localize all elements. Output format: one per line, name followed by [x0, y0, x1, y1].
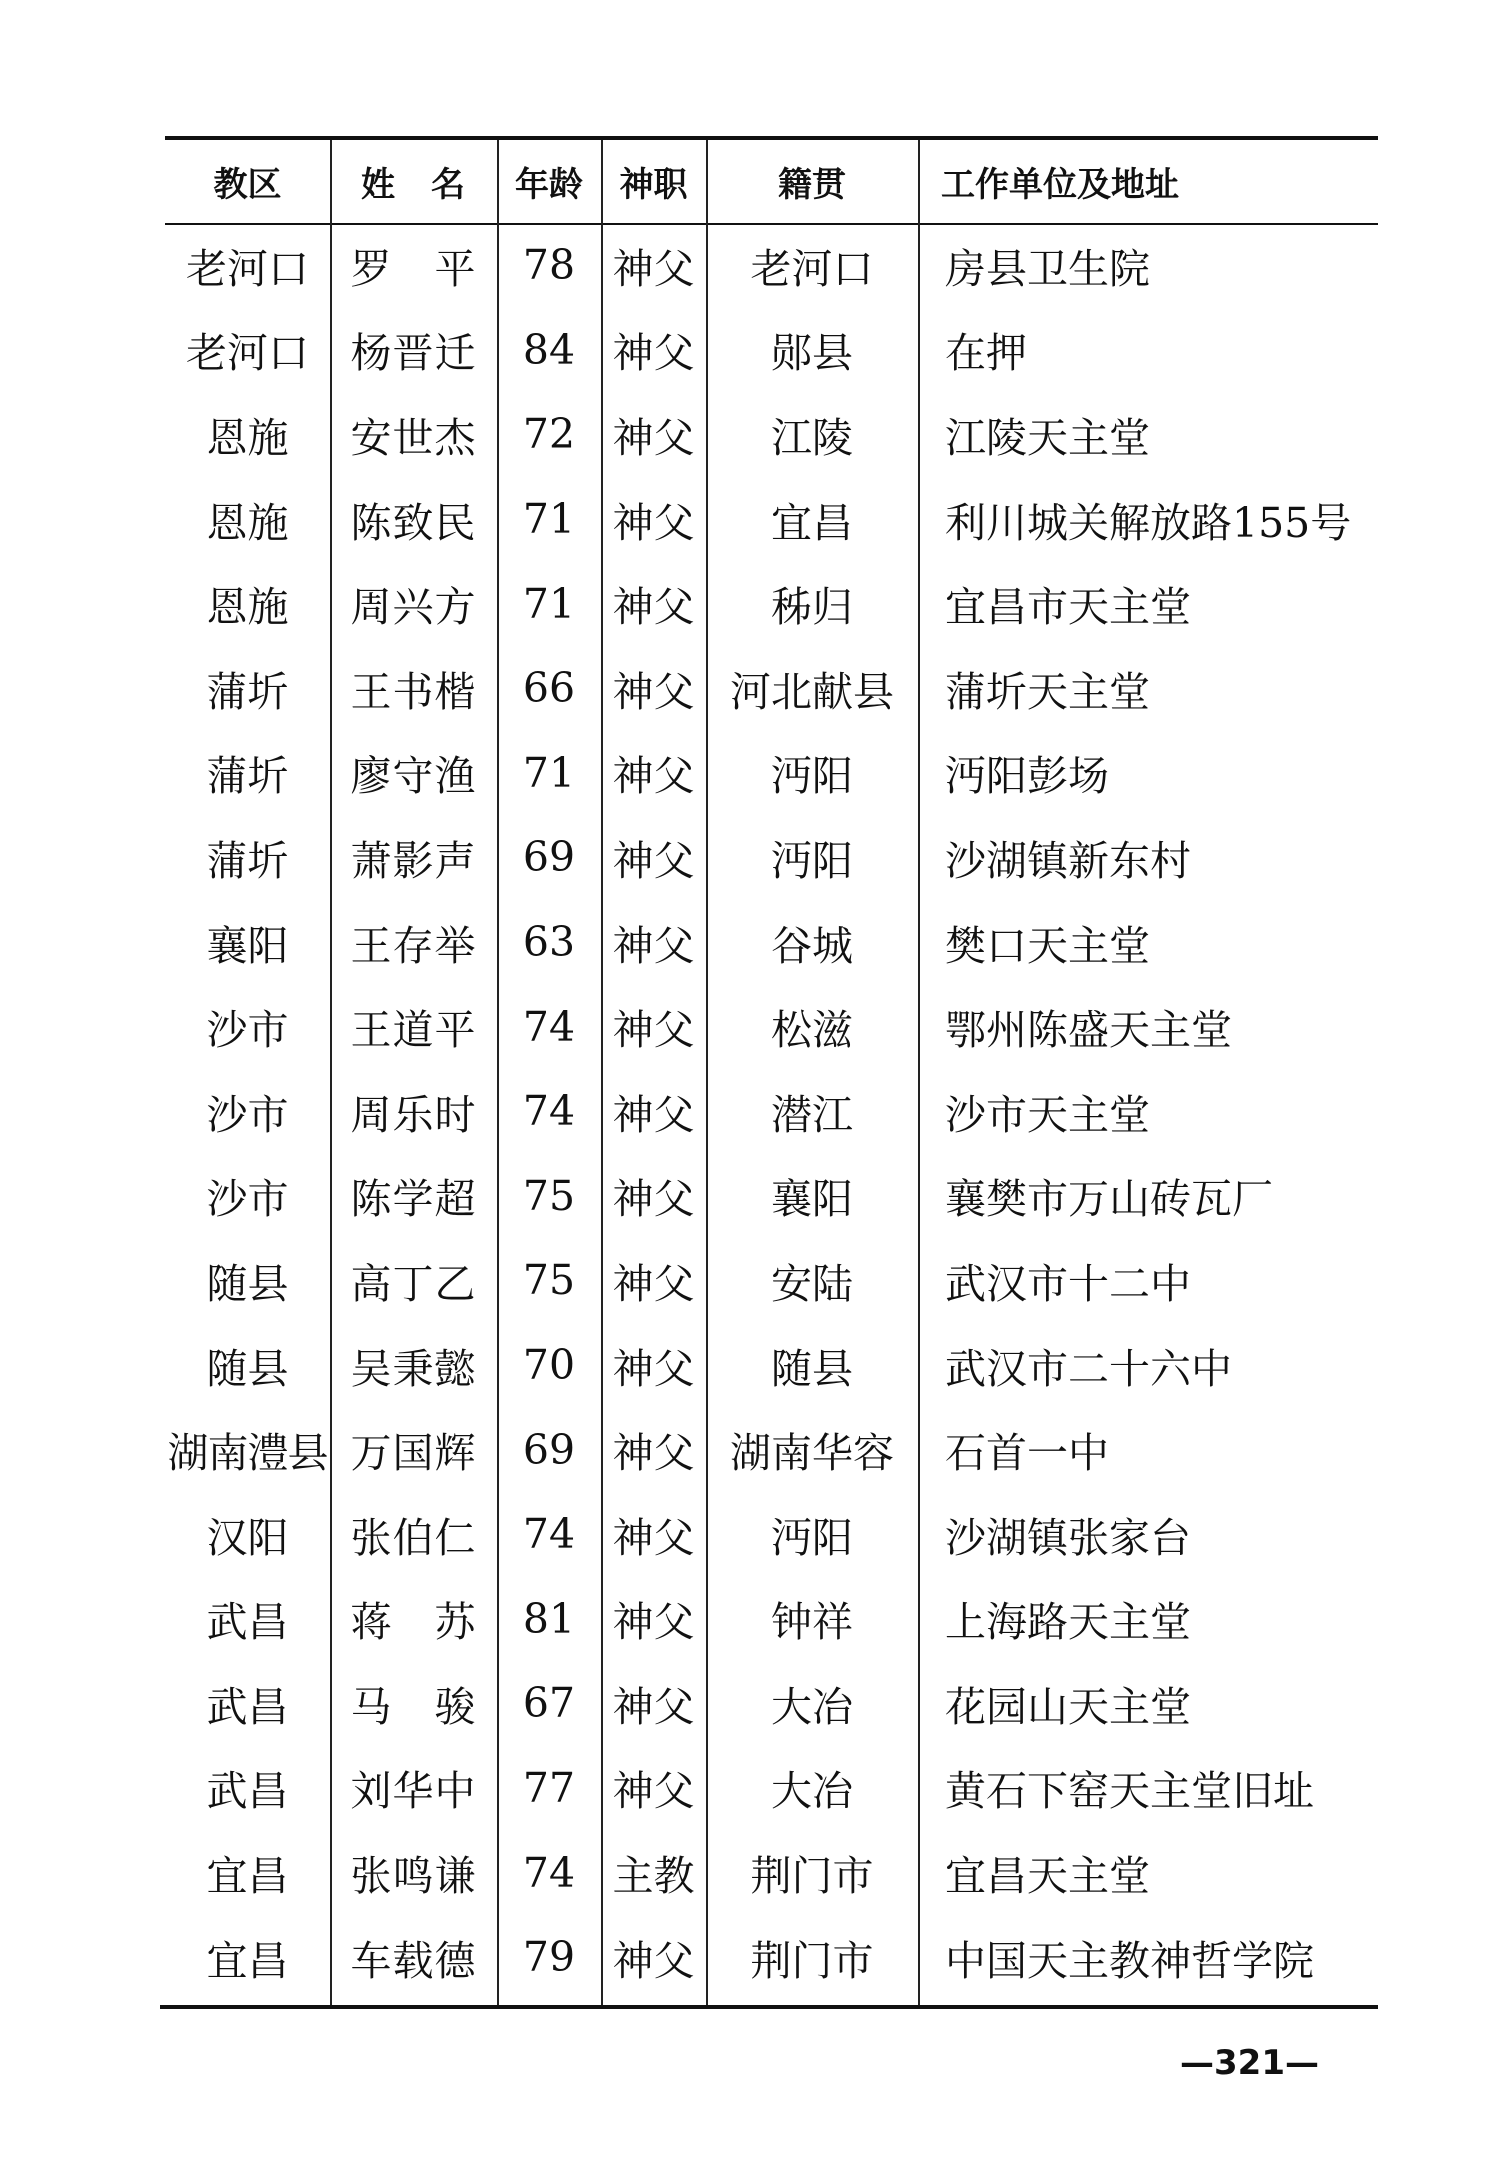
cell-workplace: 上海路天主堂: [945, 1598, 1191, 1647]
cell-name: 陈学超: [350, 1175, 477, 1224]
cell-hometown: 湖南华容: [730, 1429, 894, 1478]
cell-age: 67: [522, 1679, 576, 1728]
cell-role: 神父: [612, 836, 695, 885]
cell-hometown: 安陆: [771, 1259, 853, 1308]
cell-hometown: 沔阳: [771, 752, 853, 801]
cell-role: 神父: [612, 1936, 695, 1985]
cell-age: 84: [522, 325, 576, 374]
cell-diocese: 宜昌: [206, 1936, 289, 1985]
table-bottom-rule: [160, 2005, 1378, 2009]
cell-diocese: 老河口: [186, 244, 309, 293]
cell-diocese: 沙市: [206, 1175, 289, 1224]
clergy-table: [165, 140, 1401, 1999]
cell-diocese: 武昌: [206, 1682, 289, 1731]
cell-role: 神父: [612, 752, 695, 801]
cell-role: 神父: [612, 1344, 695, 1393]
cell-workplace: 沙湖镇新东村: [945, 836, 1191, 885]
table-row: [165, 223, 1401, 308]
table-row: [165, 1238, 1401, 1323]
cell-hometown: 沔阳: [771, 836, 853, 885]
cell-role: 神父: [612, 1682, 695, 1731]
cell-name: 周兴方: [350, 583, 477, 632]
header-diocese: 教区: [213, 165, 282, 205]
table-header-row: [165, 140, 1401, 223]
cell-name: 罗 平: [350, 244, 477, 293]
cell-age: 63: [522, 918, 576, 967]
cell-diocese: 武昌: [206, 1767, 289, 1816]
cell-age: 77: [522, 1763, 576, 1812]
cell-age: 71: [522, 495, 576, 544]
table-row: [165, 646, 1401, 731]
cell-hometown: 江陵: [771, 413, 853, 462]
cell-hometown: 随县: [771, 1344, 853, 1393]
table-row: [165, 477, 1401, 562]
cell-diocese: 蒲圻: [206, 836, 289, 885]
cell-hometown: 秭归: [771, 583, 853, 632]
header-workplace: 工作单位及地址: [941, 165, 1179, 205]
cell-role: 神父: [612, 667, 695, 716]
cell-workplace: 利川城关解放路155号: [945, 498, 1352, 547]
table-row: [165, 1492, 1401, 1577]
table-row: [165, 984, 1401, 1069]
cell-workplace: 蒲圻天主堂: [945, 667, 1150, 716]
cell-hometown: 松滋: [771, 1006, 853, 1055]
cell-age: 81: [522, 1594, 576, 1643]
cell-role: 神父: [612, 1259, 695, 1308]
cell-name: 杨晋迁: [350, 329, 477, 378]
cell-workplace: 沔阳彭场: [945, 752, 1109, 801]
cell-age: 72: [522, 410, 576, 459]
table-row: [165, 1661, 1401, 1746]
cell-name: 王道平: [350, 1006, 477, 1055]
cell-name: 蒋 苏: [350, 1598, 477, 1647]
cell-age: 74: [522, 1848, 576, 1897]
table-row: [165, 1154, 1401, 1239]
cell-workplace: 沙湖镇张家台: [945, 1513, 1191, 1562]
cell-workplace: 樊口天主堂: [945, 921, 1150, 970]
cell-diocese: 恩施: [206, 583, 289, 632]
cell-age: 78: [522, 241, 576, 290]
cell-diocese: 蒲圻: [206, 667, 289, 716]
cell-name: 马 骏: [350, 1682, 477, 1731]
cell-age: 75: [522, 1256, 576, 1305]
cell-workplace: 襄樊市万山砖瓦厂: [945, 1175, 1273, 1224]
cell-diocese: 恩施: [206, 498, 289, 547]
cell-diocese: 老河口: [186, 329, 309, 378]
cell-name: 车载德: [350, 1936, 477, 1985]
table-row: [165, 1577, 1401, 1662]
cell-age: 79: [522, 1933, 576, 1982]
cell-age: 74: [522, 1002, 576, 1051]
cell-diocese: 蒲圻: [206, 752, 289, 801]
cell-workplace: 在押: [945, 329, 1027, 378]
cell-workplace: 鄂州陈盛天主堂: [945, 1006, 1232, 1055]
cell-workplace: 沙市天主堂: [945, 1090, 1150, 1139]
cell-name: 周乐时: [350, 1090, 477, 1139]
table-row: [165, 1069, 1401, 1154]
cell-name: 王存举: [350, 921, 477, 970]
cell-age: 69: [522, 833, 576, 882]
header-role: 神职: [619, 165, 688, 205]
table-row: [165, 308, 1401, 393]
cell-hometown: 荆门市: [750, 1936, 874, 1985]
cell-workplace: 武汉市十二中: [945, 1259, 1191, 1308]
cell-age: 74: [522, 1087, 576, 1136]
cell-role: 神父: [612, 244, 695, 293]
table-row: [165, 1915, 1401, 2000]
header-age: 年龄: [515, 165, 583, 205]
cell-role: 神父: [612, 583, 695, 632]
cell-name: 高丁乙: [350, 1259, 477, 1308]
cell-name: 安世杰: [350, 413, 477, 462]
cell-role: 神父: [612, 1090, 695, 1139]
header-name: 姓 名: [361, 165, 466, 205]
cell-role: 神父: [612, 1006, 695, 1055]
cell-hometown: 潜江: [771, 1090, 853, 1139]
cell-role: 神父: [612, 1429, 695, 1478]
table-row: [165, 815, 1401, 900]
cell-role: 主教: [612, 1852, 695, 1901]
cell-workplace: 宜昌市天主堂: [945, 583, 1191, 632]
page-number: —321—: [1180, 2043, 1319, 2083]
cell-diocese: 武昌: [206, 1598, 289, 1647]
cell-workplace: 花园山天主堂: [945, 1682, 1191, 1731]
cell-age: 71: [522, 579, 576, 628]
cell-workplace: 宜昌天主堂: [945, 1852, 1150, 1901]
cell-role: 神父: [612, 921, 695, 970]
cell-age: 70: [522, 1341, 576, 1390]
cell-role: 神父: [612, 1513, 695, 1562]
cell-workplace: 黄石下窑天主堂旧址: [945, 1767, 1314, 1816]
cell-hometown: 老河口: [750, 244, 874, 293]
cell-age: 71: [522, 748, 576, 797]
cell-diocese: 沙市: [206, 1090, 289, 1139]
cell-diocese: 宜昌: [206, 1852, 289, 1901]
cell-hometown: 郧县: [771, 329, 853, 378]
cell-workplace: 中国天主教神哲学院: [945, 1936, 1314, 1985]
cell-hometown: 沔阳: [771, 1513, 853, 1562]
cell-hometown: 河北献县: [730, 667, 894, 716]
cell-diocese: 沙市: [206, 1006, 289, 1055]
cell-role: 神父: [612, 329, 695, 378]
cell-hometown: 宜昌: [771, 498, 853, 547]
table-row: [165, 1407, 1401, 1492]
cell-role: 神父: [612, 1767, 695, 1816]
cell-role: 神父: [612, 413, 695, 462]
table-row: [165, 392, 1401, 477]
table-row: [165, 1323, 1401, 1408]
cell-hometown: 钟祥: [771, 1598, 853, 1647]
cell-age: 69: [522, 1425, 576, 1474]
table-row: [165, 900, 1401, 985]
cell-name: 吴秉懿: [350, 1344, 477, 1393]
cell-age: 74: [522, 1510, 576, 1559]
cell-diocese: 随县: [206, 1344, 289, 1393]
cell-name: 张鸣谦: [350, 1852, 477, 1901]
cell-name: 廖守渔: [350, 752, 477, 801]
cell-role: 神父: [612, 1598, 695, 1647]
table-row: [165, 731, 1401, 816]
cell-workplace: 武汉市二十六中: [945, 1344, 1232, 1393]
cell-name: 王书楷: [350, 667, 477, 716]
table-row: [165, 1746, 1401, 1831]
cell-name: 刘华中: [350, 1767, 477, 1816]
table-row: [165, 1830, 1401, 1915]
cell-name: 张伯仁: [350, 1513, 477, 1562]
cell-workplace: 江陵天主堂: [945, 413, 1150, 462]
cell-role: 神父: [612, 1175, 695, 1224]
cell-diocese: 随县: [206, 1259, 289, 1308]
cell-workplace: 房县卫生院: [945, 244, 1150, 293]
cell-name: 陈致民: [350, 498, 477, 547]
cell-role: 神父: [612, 498, 695, 547]
cell-diocese: 襄阳: [206, 921, 289, 970]
cell-diocese: 恩施: [206, 413, 289, 462]
cell-name: 万国辉: [350, 1429, 477, 1478]
cell-diocese: 湖南澧县: [167, 1429, 328, 1478]
cell-age: 66: [522, 664, 576, 713]
cell-hometown: 襄阳: [771, 1175, 853, 1224]
cell-workplace: 石首一中: [945, 1429, 1109, 1478]
cell-name: 萧影声: [350, 836, 477, 885]
cell-diocese: 汉阳: [206, 1513, 289, 1562]
cell-hometown: 大冶: [771, 1682, 853, 1731]
cell-age: 75: [522, 1171, 576, 1220]
table-row: [165, 561, 1401, 646]
cell-hometown: 大冶: [771, 1767, 853, 1816]
cell-hometown: 荆门市: [750, 1852, 874, 1901]
cell-hometown: 谷城: [771, 921, 853, 970]
header-hometown: 籍贯: [778, 165, 846, 205]
